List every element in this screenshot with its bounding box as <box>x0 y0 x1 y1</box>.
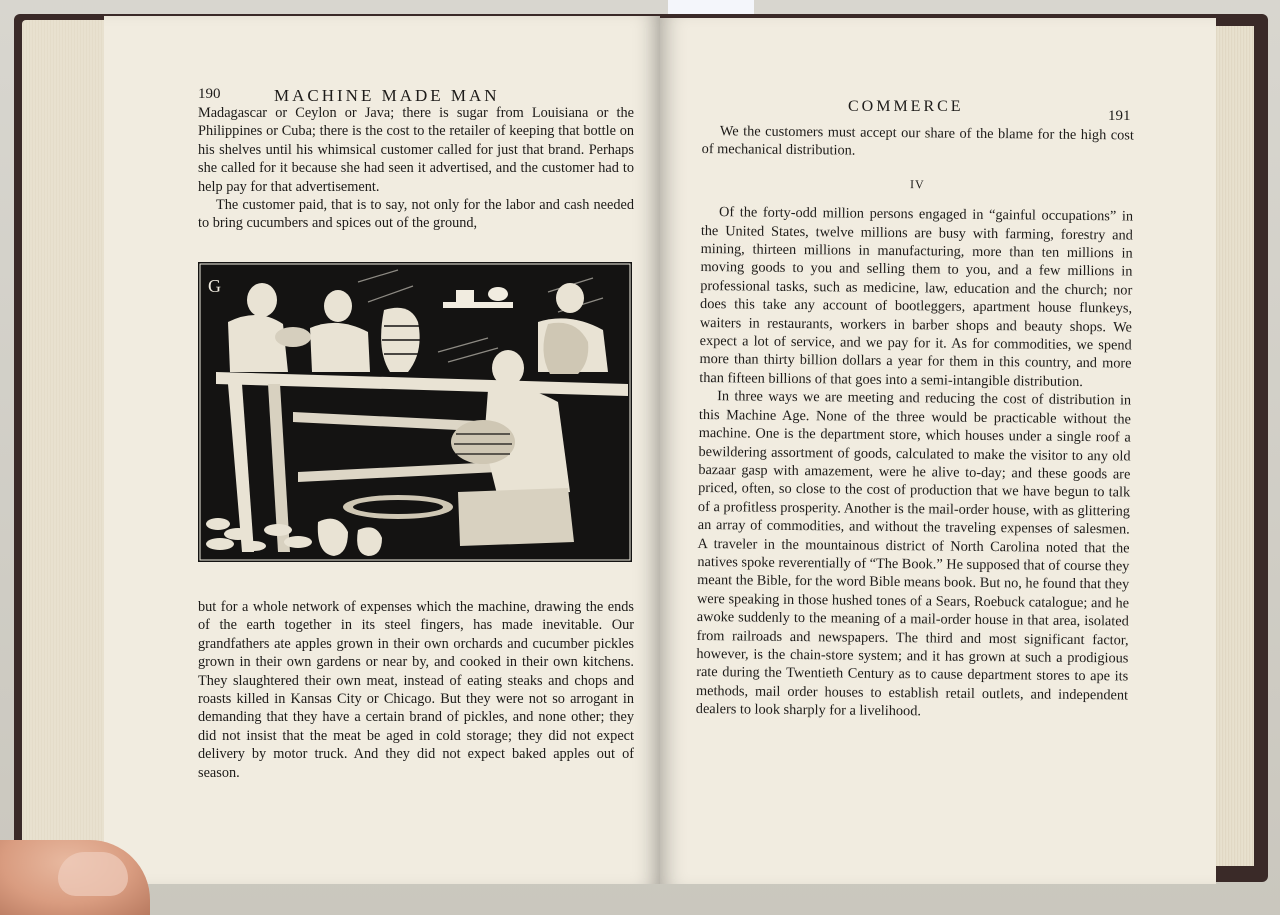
right-paragraph-2: In three ways we are meeting and reducing the cost of distribution in this Machine Age. None of the three would be practicable without the machine. One is the department store, which houses under a single roof a bewildering assortment of goods, calculated to make the visitor to any old bazaar gasp with amazement, were he alive to-day; and these goods are priced, often, so close to the cost of production that we have begun to talk of a profitless prosperity. Another is the mail-order house, with as glittering an array of commodities, and without the traveling expenses of salesmen. A traveler in the mountainous district of North Carolina noted that the natives spoke reverentially of “The Book.” He supposed that of course they meant the Bible, for the word Bible means book. But no, he found that they were speaking in those hushed tones of a Sears, Roebuck catalogue; and he awoke suddenly to the meaning of a mail-order house in that area, isolated from railroads and newspapers. The third and most significant factor, however, is the chain-store system; and it has grown at such a prodigious rate during the Twentieth Century as to cause department stores to ape its methods, mail order houses to establish retail outlets, and independent dealers to look sharply for a livelihood. <box>695 388 1132 720</box>
section-number: IV <box>909 176 925 192</box>
left-running-head: MACHINE MADE MAN <box>274 86 500 105</box>
left-paragraph-1: Madagascar or Ceylon or Java; there is sugar from Louisiana or the Philippines or Cuba; there is the cost to the retailer of keeping that bottle on his shelves until his whimsical customer called for just that brand. Perhaps she called for it because she had seen it advertised, and the customer had to help pay for that advertisement. <box>198 105 634 195</box>
right-page <box>660 18 1216 884</box>
right-paragraph-1: Of the forty-odd million persons engaged in “gainful occupations” in the United States, twelve millions are busy with farming, forestry and mining, thirteen millions in manufacturing, more than ten millions in moving goods to you and selling them to you, and a few millions in professional tasks, such as medicine, law, education and the church; nor does this take any account of bootleggers, apartment house flunkeys, waiters in restaurants, workers in barber shops and beauty shops. We expect a lot of service, and we pay for it. As for commodities, we spend more than thirty billion dollars a year for them in this country, and more than fifteen billions of that goes into a semi-intangible distribution. <box>699 204 1134 390</box>
thumbnail <box>58 852 128 896</box>
left-paragraph-2: The customer paid, that is to say, not only for the labor and cash needed to bring cucumbers and spices out of the ground, <box>198 197 634 232</box>
woodcut-illustration-potters <box>198 262 632 562</box>
left-bottom-text <box>198 598 634 782</box>
left-top-text <box>198 104 634 233</box>
right-body-text <box>696 122 1134 723</box>
left-page <box>104 16 660 884</box>
right-opening-paragraph: We the customers must accept our share of the blame for the high cost of mechanical distribution. <box>701 123 1134 160</box>
right-page-number: 191 <box>1108 108 1131 124</box>
left-paragraph-3: but for a whole network of expenses which the machine, drawing the ends of the earth together in its steel fingers, has made inevitable. Our grandfathers ate apples grown in their own orchards and cucumber pickles grown in their own gardens or near by, and cooked in their own kitchens. They slaughtered their own meat, instead of eating steaks and chops and roasts killed in Kansas City or Chicago. But they were not so arrogant in demanding that they have a certain brand of pickles, and none other; they did not insist that the meat be aged in cold storage; they did not expect delivery by motor truck. And they did not expect baked apples out of season. <box>198 599 634 781</box>
illustration-monogram: G <box>208 276 221 296</box>
right-running-head: COMMERCE <box>848 98 964 115</box>
left-page-number: 190 <box>198 86 221 102</box>
